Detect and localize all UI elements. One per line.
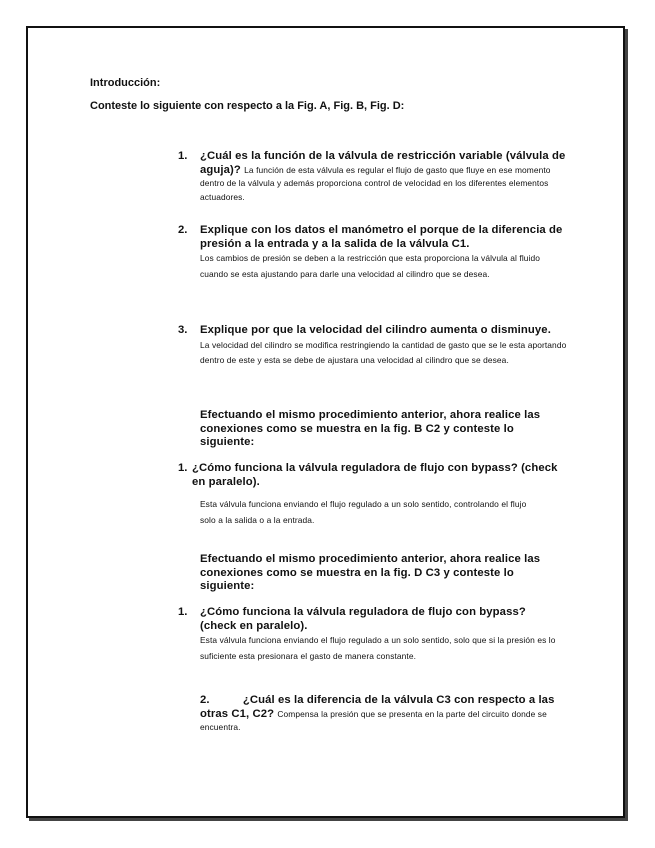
question-text: ¿Cuál es la diferencia de la válvula C3 con respecto a las otras C1, C2? [200,694,555,720]
question-number: 2. [200,694,210,706]
question-block [200,150,568,204]
answer-text: Compensa la presión que se presenta en la parte del circuito donde se encuentra. [200,708,547,732]
section-2-heading: Efectuando el mismo procedimiento anterior, ahora realice las conexiones como se muestra en la fig. B C2 y conteste lo siguiente: [200,409,541,448]
question-number: 2. [178,224,188,236]
question-text: ¿Cómo funciona la válvula reguladora de flujo con bypass? (check en paralelo). [200,606,526,632]
question-text: Explique con los datos el manómetro el porque de la diferencia de presión a la entrada y a la salida de la válvula C1. [200,224,563,250]
answer-text: La función de esta válvula es regular el flujo de gasto que fluye en ese momento dentro de la válvula y además proporciona control de velocidad en los diferentes elementos actuadores. [200,164,551,202]
question-number: 3. [178,324,188,336]
answer-text: Esta válvula funciona enviando el flujo regulado a un solo sentido, controlando el flujo solo a la salida o a la entrada. [200,499,527,525]
question-block [200,224,565,282]
answer-text: Los cambios de presión se deben a la restricción que esta proporciona la válvula al fluido cuando se esta ajustando para darle una velocidad al cilindro que se desea. [200,253,541,279]
answer-text: Esta válvula funciona enviando el flujo regulado a un solo sentido, solo que si la presión es lo suficiente esta presionara el gasto de manera constante. [200,635,556,661]
question-number: 1. [178,462,188,474]
question-text: ¿Cuál es la función de la válvula de restricción variable (válvula de aguja)? [200,150,566,176]
answer-text: La velocidad del cilindro se modifica restringiendo la cantidad de gasto que se le esta aportando dentro de este y esta se debe de ajustara una velocidad al cilindro que se desea. [200,339,567,365]
question-text: Explique por que la velocidad del cilindro aumenta o disminuye. [200,324,551,336]
question-number: 1. [178,606,188,618]
section-3-heading: Efectuando el mismo procedimiento anterior, ahora realice las conexiones como se muestra en la fig. D C3 y conteste lo siguiente: [200,553,541,592]
question-block [200,694,568,735]
intro-heading: Introducción: [90,77,161,89]
question-block [192,462,564,528]
question-block [200,606,565,664]
question-number: 1. [178,150,188,162]
question-block [200,324,570,369]
instruction-heading: Conteste lo siguiente con respecto a la Fig. A, Fig. B, Fig. D: [90,100,405,112]
question-text: ¿Cómo funciona la válvula reguladora de flujo con bypass? (check en paralelo). [192,462,558,488]
